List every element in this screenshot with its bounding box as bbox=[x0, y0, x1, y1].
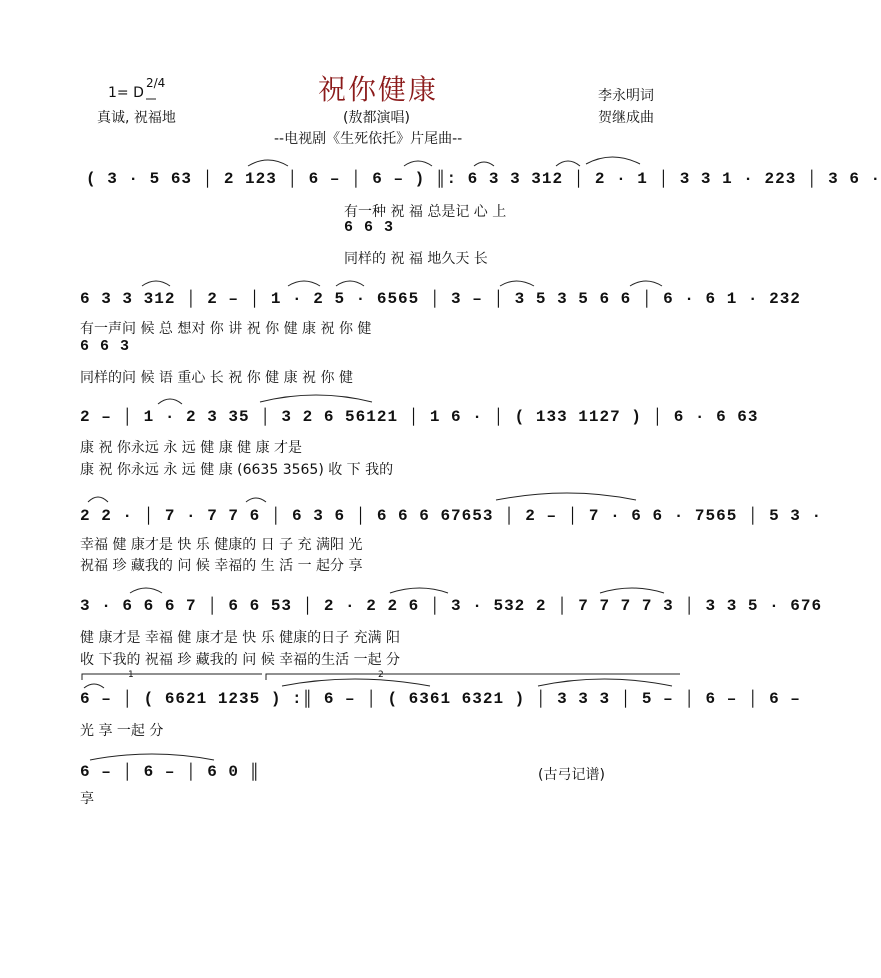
subtitle: --电视剧《生死依托》片尾曲-- bbox=[274, 131, 463, 147]
slur bbox=[600, 588, 664, 593]
slur bbox=[90, 754, 214, 760]
notation-line-4: 2 2 · │ 7 · 7 7 6 │ 6 3 6 │ 6 6 6 67653 │ 2 – │ 7 · 6 6 · 7565 │ 5 3 · bbox=[80, 507, 823, 525]
slur bbox=[496, 493, 636, 500]
notation-line-1: ( 3 · 5 63 │ 2 123 │ 6 – │ 6 – ) ║: 6 3 3 312 │ 2 · 1 │ 3 3 1 · 223 │ 3 6 · bbox=[86, 170, 881, 188]
slur bbox=[336, 281, 364, 286]
lyrics-line-2-alt-notes: 6 6 3 bbox=[80, 338, 131, 355]
slur bbox=[248, 160, 288, 166]
lyrics-line-5-verse-2: 收 下我的 祝福 珍 藏我的 问 候 幸福的生活 一起 分 bbox=[80, 652, 401, 668]
lyrics-line-6: 光 享 一起 分 bbox=[80, 723, 164, 739]
tempo-mark: 真诚, 祝福地 bbox=[97, 110, 176, 126]
volta-2-label: 2 bbox=[378, 670, 384, 680]
slur bbox=[88, 497, 108, 502]
lyrics-line-2-verse-2: 同样的问 候 语 重心 长 祝 你 健 康 祝 你 健 bbox=[80, 370, 353, 386]
time-signature-text: 2/4 bbox=[146, 76, 166, 90]
volta-1-bracket bbox=[82, 674, 262, 680]
slur bbox=[158, 399, 182, 404]
lyrics-line-7: 享 bbox=[80, 791, 94, 807]
slur bbox=[404, 161, 432, 166]
slur bbox=[260, 395, 372, 402]
slur bbox=[84, 684, 104, 688]
lyrics-line-4-verse-1: 幸福 健 康才是 快 乐 健康的 日 子 充 满阳 光 bbox=[80, 537, 363, 553]
notation-line-2: 6 3 3 312 │ 2 – │ 1 · 2 5 · 6565 │ 3 – │ 3 5 3 5 6 6 │ 6 · 6 1 · 232 bbox=[80, 290, 801, 308]
lyrics-line-4-verse-2: 祝福 珍 藏我的 问 候 幸福的 生 活 一 起分 享 bbox=[80, 558, 363, 574]
slur bbox=[538, 679, 672, 686]
lyricist: 李永明词 bbox=[598, 88, 654, 104]
slur bbox=[282, 679, 430, 686]
lyrics-line-5-verse-1: 健 康才是 幸福 健 康才是 快 乐 健康的日子 充满 阳 bbox=[80, 630, 401, 646]
notation-line-5: 3 · 6 6 6 7 │ 6 6 53 │ 2 · 2 2 6 │ 3 · 532 2 │ 7 7 7 7 3 │ 3 3 5 · 676 bbox=[80, 597, 823, 615]
slur bbox=[556, 161, 580, 166]
transcriber-credit: (古弓记谱) bbox=[538, 767, 605, 783]
notation-line-7: 6 – │ 6 – │ 6 0 ║ bbox=[80, 763, 261, 781]
volta-1-label: 1 bbox=[128, 670, 134, 680]
song-title: 祝你健康 bbox=[317, 73, 438, 106]
performer: (敖都演唱) bbox=[343, 110, 410, 126]
slur bbox=[130, 588, 162, 593]
slur bbox=[288, 281, 320, 286]
slur bbox=[500, 281, 534, 286]
slur bbox=[630, 281, 662, 286]
lyrics-line-1-verse-1: 有一种 祝 福 总是记 心 上 bbox=[344, 204, 507, 220]
slur bbox=[246, 498, 266, 502]
composer: 贺继成曲 bbox=[598, 110, 654, 126]
lyrics-line-2-verse-1: 有一声问 候 总 想对 你 讲 祝 你 健 康 祝 你 健 bbox=[80, 321, 372, 337]
slur bbox=[390, 588, 448, 593]
lyrics-line-1-alt-notes: 6 6 3 bbox=[344, 219, 395, 236]
notation-line-3: 2 – │ 1 · 2 3 35 │ 3 2 6 56121 │ 1 6 · │ ( 133 1127 ) │ 6 · 6 63 bbox=[80, 408, 759, 426]
key-signature: 1= D bbox=[108, 85, 144, 101]
slur bbox=[474, 162, 494, 166]
notation-line-6: 6 – │ ( 6621 1235 ) :║ 6 – │ ( 6361 6321 ) │ 3 3 3 │ 5 – │ 6 – │ 6 – bbox=[80, 690, 801, 708]
slur bbox=[586, 157, 640, 164]
slur bbox=[142, 281, 170, 286]
lyrics-line-3-verse-1: 康 祝 你永远 永 远 健 康 健 康 才是 bbox=[80, 440, 303, 456]
lyrics-line-1-verse-2: 同样的 祝 福 地久天 长 bbox=[344, 251, 488, 267]
lyrics-line-3-verse-2: 康 祝 你永远 永 远 健 康 (6635 3565) 收 下 我的 bbox=[80, 462, 394, 478]
